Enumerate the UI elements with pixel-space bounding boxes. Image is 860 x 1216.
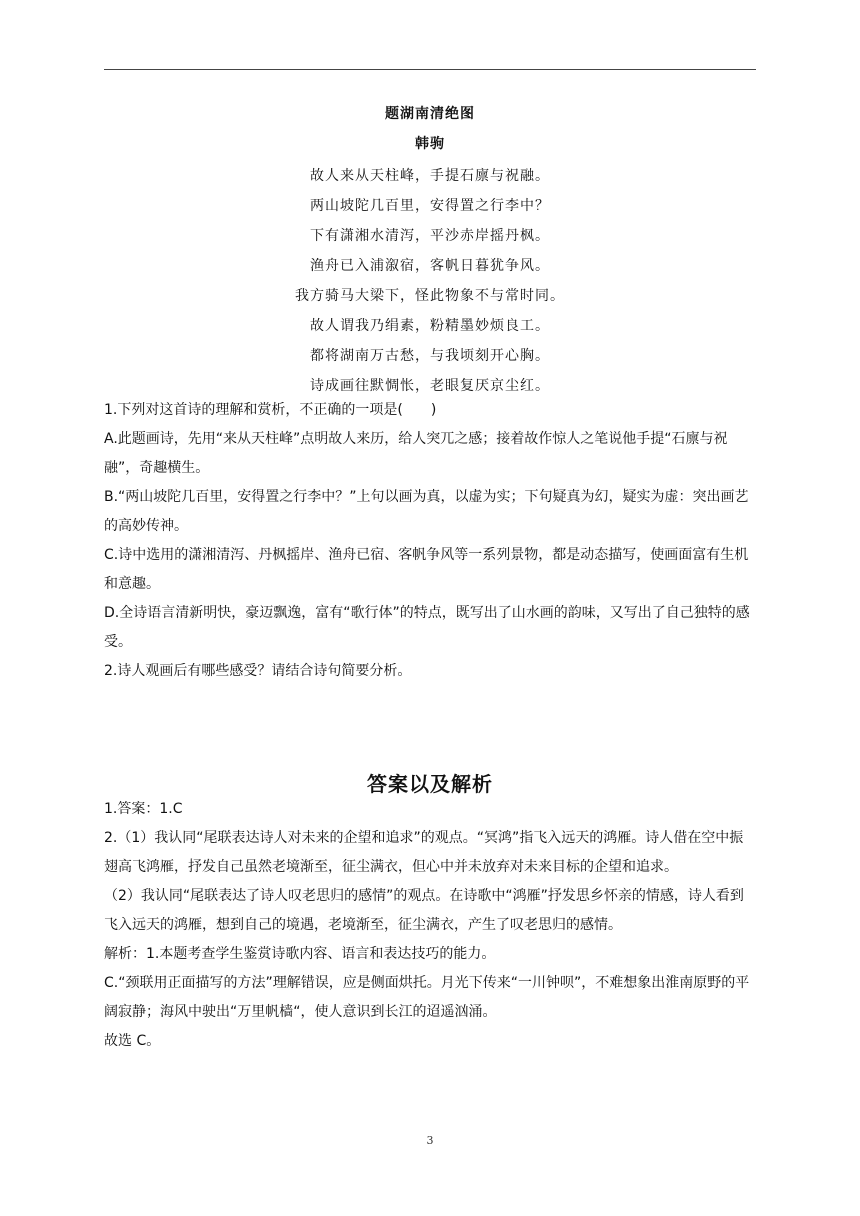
analysis-line-3: 故选 C。: [104, 1033, 161, 1049]
poem-line: 诗成画往默惆怅，老眼复厌京尘红。: [310, 378, 550, 394]
poem-line: 都将湖南万古愁，与我顷刻开心胸。: [310, 348, 550, 364]
answer-2-part-2: （2）我认同“尾联表达了诗人叹老思归的感情”的观点。在诗歌中“鸿雁”抒发思乡怀亲的情感，诗人看到飞入远天的鸿雁，想到自己的境遇，老境渐至，征尘满衣，产生了叹老思归的感情。: [104, 888, 744, 933]
answers-heading: 答案以及解析: [367, 772, 493, 796]
poem-line: 故人谓我乃绢素，粉精墨妙烦良工。: [310, 318, 550, 334]
question-2: 2.诗人观画后有哪些感受？请结合诗句简要分析。: [104, 663, 412, 679]
option-c: C.诗中选用的潇湘清泻、丹枫摇岸、渔舟已宿、客帆争风等一系列景物，都是动态描写，使画面富有生机和意趣。: [104, 547, 749, 592]
answer-1: 1.答案：1.C: [104, 801, 183, 817]
poem-line: 下有潇湘水清泻，平沙赤岸摇丹枫。: [310, 228, 550, 244]
answers-section: [104, 795, 756, 1056]
analysis-line-1: 解析：1.本题考查学生鉴赏诗歌内容、语言和表达技巧的能力。: [104, 946, 496, 962]
questions-section: [104, 396, 756, 686]
poem-line: 故人来从天柱峰，手提石廪与祝融。: [310, 168, 550, 184]
poem-line: 渔舟已入浦溆宿，客帆日暮犹争风。: [310, 258, 550, 274]
option-b: B.“两山坡陀几百里，安得置之行李中？”上句以画为真，以虚为实；下句疑真为幻，疑实为虚：突出画艺的高妙传神。: [104, 489, 749, 534]
option-a: A.此题画诗，先用“来从天柱峰”点明故人来历，给人突兀之感；接着故作惊人之笔说他手提“石廪与祝融”，奇趣横生。: [104, 431, 728, 476]
poem-line: 两山坡陀几百里，安得置之行李中？: [310, 198, 550, 214]
poem-line: 我方骑马大梁下，怪此物象不与常时同。: [295, 288, 565, 304]
answer-2-part-1: 2.（1）我认同“尾联表达诗人对未来的企望和追求”的观点。“冥鸿”指飞入远天的鸿雁。诗人借在空中振翅高飞鸿雁，抒发自己虽然老境渐至，征尘满衣，但心中并未放弃对未来目标的企望和追求。: [104, 830, 744, 875]
poem-body: [0, 161, 860, 401]
header-rule: [104, 69, 756, 70]
poem-author: 韩驹: [415, 136, 445, 152]
page-number: 3: [426, 1134, 434, 1147]
poem-title: 题湖南清绝图: [385, 106, 475, 122]
analysis-line-2: C.“颈联用正面描写的方法”理解错误，应是侧面烘托。月光下传来“一川钟呗”，不难想象出淮南原野的平阔寂静；海风中驶出“万里帆樯“，使人意识到长江的迢遥汹涌。: [104, 975, 750, 1020]
question-1: 1.下列对这首诗的理解和赏析，不正确的一项是( ): [104, 402, 437, 418]
option-d: D.全诗语言清新明快，豪迈飘逸，富有“歌行体”的特点，既写出了山水画的韵味，又写出了自己独特的感受。: [104, 605, 750, 650]
